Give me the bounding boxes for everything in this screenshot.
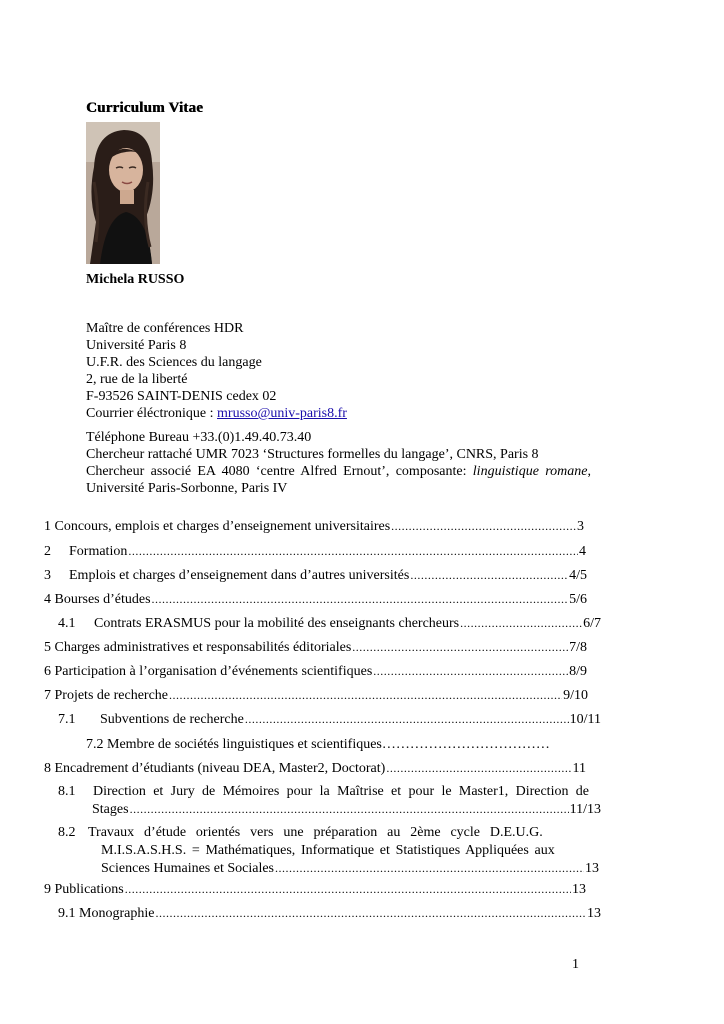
city-address: F-93526 SAINT-DENIS cedex 02 [86, 389, 277, 404]
toc-entry-2[interactable]: 2 Formation ..... 4 [44, 544, 586, 560]
person-name: Michela RUSSO [86, 272, 185, 287]
toc-entry-4[interactable]: 4 Bourses d’études ..... 5/6 [44, 592, 587, 608]
toc-entry-8-1[interactable]: 8.1 Direction et Jury de Mémoires pour la Maîtrise et pour le Master1, Direction de Stages ..... 11/13 [58, 784, 589, 818]
leader-dots [410, 568, 568, 583]
leader-dots [169, 688, 562, 703]
toc-entry-3[interactable]: 3 Emplois et charges d’enseignement dans d’autres universités ..... 4/5 [44, 568, 587, 584]
street-address: 2, rue de la liberté [86, 372, 188, 387]
toc-entry-9[interactable]: 9 Publications ..... 13 [44, 882, 586, 898]
page-title: Curriculum Vitae [86, 100, 203, 116]
leader-dots [275, 861, 584, 876]
affiliation-ea: Chercheur associé EA 4080 ‘centre Alfred Ernout’, composante: linguistique romane, Université Paris-Sorbonne, Paris IV [86, 464, 591, 496]
toc-entry-8-2[interactable]: 8.2 Travaux d’étude orientés vers une préparation au 2ème cycle D.E.U.G. M.I.S.A.S.H.S. = Mathématiques, Informatique et Statistiques Appliquées aux Sciences Humaines et Sociales ..... 13 [58, 825, 587, 877]
toc-entry-7-2[interactable]: 7.2 Membre de sociétés linguistiques et scientifiques……………………………… [86, 737, 550, 752]
leader-dots [245, 712, 569, 727]
leader-dots [460, 616, 582, 631]
university: Université Paris 8 [86, 338, 187, 353]
email-label: Courrier éléctronique : [86, 406, 218, 421]
leader-dots [386, 761, 571, 776]
leader-dots [352, 640, 568, 655]
toc-entry-7-1[interactable]: 7.1 Subventions de recherche ..... 10/11 [58, 712, 601, 728]
portrait-photo [86, 122, 160, 264]
toc-entry-8[interactable]: 8 Encadrement d’étudiants (niveau DEA, Master2, Doctorat) ..... 11 [44, 761, 586, 777]
affiliation-umr: Chercheur rattaché UMR 7023 ‘Structures formelles du langage’, CNRS, Paris 8 [86, 447, 539, 462]
toc-entry-9-1[interactable]: 9.1 Monographie ..... 13 [58, 906, 601, 922]
toc-entry-5[interactable]: 5 Charges administratives et responsabilités éditoriales ..... 7/8 [44, 640, 587, 656]
email-link[interactable]: mrusso@univ-paris8.fr [217, 406, 347, 421]
leader-dots [373, 664, 568, 679]
position: Maître de conférences HDR [86, 321, 244, 336]
toc-entry-7[interactable]: 7 Projets de recherche ..... 9/10 [44, 688, 588, 704]
email-line [86, 405, 591, 422]
toc-entry-4-1[interactable]: 4.1 Contrats ERASMUS pour la mobilité des enseignants chercheurs ..... 6/7 [58, 616, 601, 632]
page-number: 1 [572, 957, 579, 972]
toc-entry-6[interactable]: 6 Participation à l’organisation d’événements scientifiques ..... 8/9 [44, 664, 587, 680]
portrait-image [86, 122, 160, 264]
leader-dots [391, 519, 576, 534]
toc-entry-1[interactable]: 1 Concours, emplois et charges d’enseignement universitaires ..... 3 [44, 519, 584, 535]
ufr: U.F.R. des Sciences du langage [86, 355, 262, 370]
contact-block [86, 320, 591, 497]
leader-dots [130, 802, 569, 817]
leader-dots [128, 544, 578, 559]
leader-dots [152, 592, 569, 607]
phone: Téléphone Bureau +33.(0)1.49.40.73.40 [86, 430, 312, 445]
leader-dots [125, 882, 571, 897]
leader-dots [155, 906, 586, 921]
